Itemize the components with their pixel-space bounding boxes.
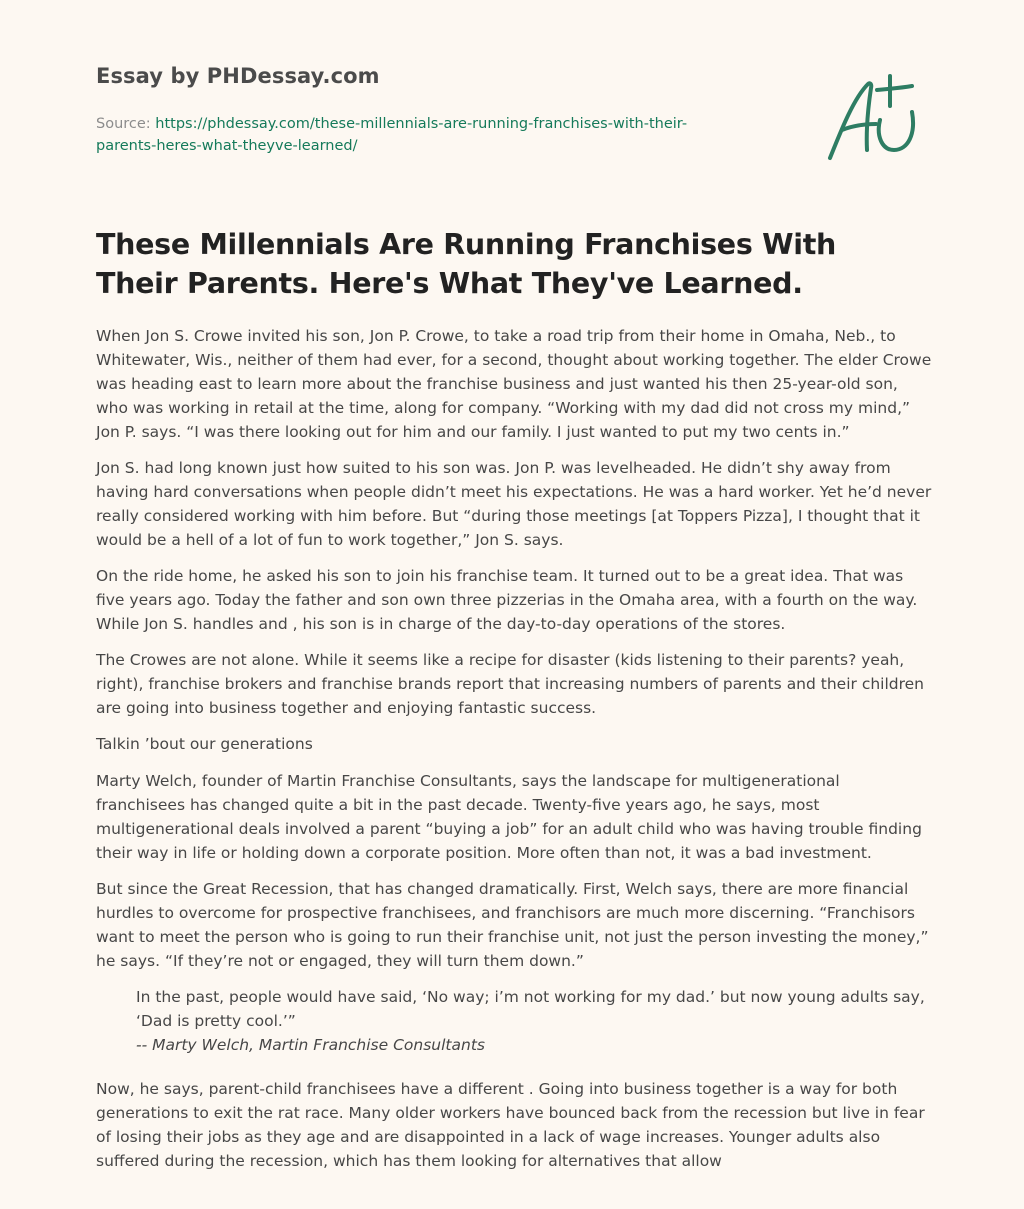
source-line (96, 113, 736, 157)
paragraph: But since the Great Recession, that has changed dramatically. First, Welch says, there are more financial hurdles to overcome for prospective franchisees, and franchisors are much more discerning. “Franchisors want to meet the person who is going to run their franchise unit, not just the person investing the money,” he says. “If they’re not or engaged, they will turn them down.” (96, 880, 929, 970)
a-plus-logo-icon (820, 68, 930, 168)
quote-attribution: -- Marty Welch, Martin Franchise Consultants (136, 1036, 485, 1054)
paragraph: Marty Welch, founder of Martin Franchise Consultants, says the landscape for multigenerational franchisees has changed quite a bit in the past decade. Twenty-five years ago, he says, most multigenerational deals involved a parent “buying a job” for an adult child who was having trouble finding their way in life or holding down a corporate position. More often than not, it was a bad investment. (96, 772, 922, 862)
quote-text: In the past, people would have said, ‘No way; i’m not working for my dad.’ but now young adults say, ‘Dad is pretty cool.’” (136, 988, 925, 1030)
source-label: Source: (96, 116, 156, 132)
a-plus-logo (820, 68, 930, 168)
paragraph: The Crowes are not alone. While it seems like a recipe for disaster (kids listening to their parents? yeah, right), franchise brokers and franchise brands report that increasing numbers of parents and their children are going into business together and enjoying fantastic success. (96, 651, 925, 717)
section-subheading: Talkin ’bout our generations (96, 735, 313, 753)
article-title: These Millennials Are Running Franchises With Their Parents. Here's What They've Learned. (96, 228, 837, 300)
paragraph: Now, he says, parent-child franchisees have a different . Going into business together is a way for both generations to exit the rat race. Many older workers have bounced back from the recession but live in fear of losing their jobs as they age and are disappointed in a lack of wage increases. Younger adults also suffered during the recession, which has them looking for alternatives that allow (96, 1080, 925, 1170)
site-title: Essay by PHDessay.com (96, 64, 380, 88)
paragraph: When Jon S. Crowe invited his son, Jon P. Crowe, to take a road trip from their home in Omaha, Neb., to Whitewater, Wis., neither of them had ever, for a second, thought about working together. The elder Crowe was heading east to learn more about the franchise business and just wanted his then 25-year-old son, who was working in retail at the time, along for company. “Working with my dad did not cross my mind,” Jon P. says. “I was there looking out for him and our family. I just wanted to put my two cents in.” (96, 327, 932, 441)
article-body (96, 324, 932, 1185)
pull-quote (136, 985, 932, 1057)
paragraph: Jon S. had long known just how suited to his son was. Jon P. was levelheaded. He didn’t shy away from having hard conversations when people didn’t meet his expectations. He was a hard worker. Yet he’d never really considered working with him before. But “during those meetings [at Toppers Pizza], I thought that it would be a hell of a lot of fun to work together,” Jon S. says. (96, 459, 932, 549)
source-link[interactable]: https://phdessay.com/these-millennials-are-running-franchises-with-their-parents-heres-what-theyve-learned/ (96, 116, 688, 154)
paragraph: On the ride home, he asked his son to join his franchise team. It turned out to be a great idea. That was five years ago. Today the father and son own three pizzerias in the Omaha area, with a fourth on the way. While Jon S. handles and , his son is in charge of the day-to-day operations of the stores. (96, 567, 918, 633)
